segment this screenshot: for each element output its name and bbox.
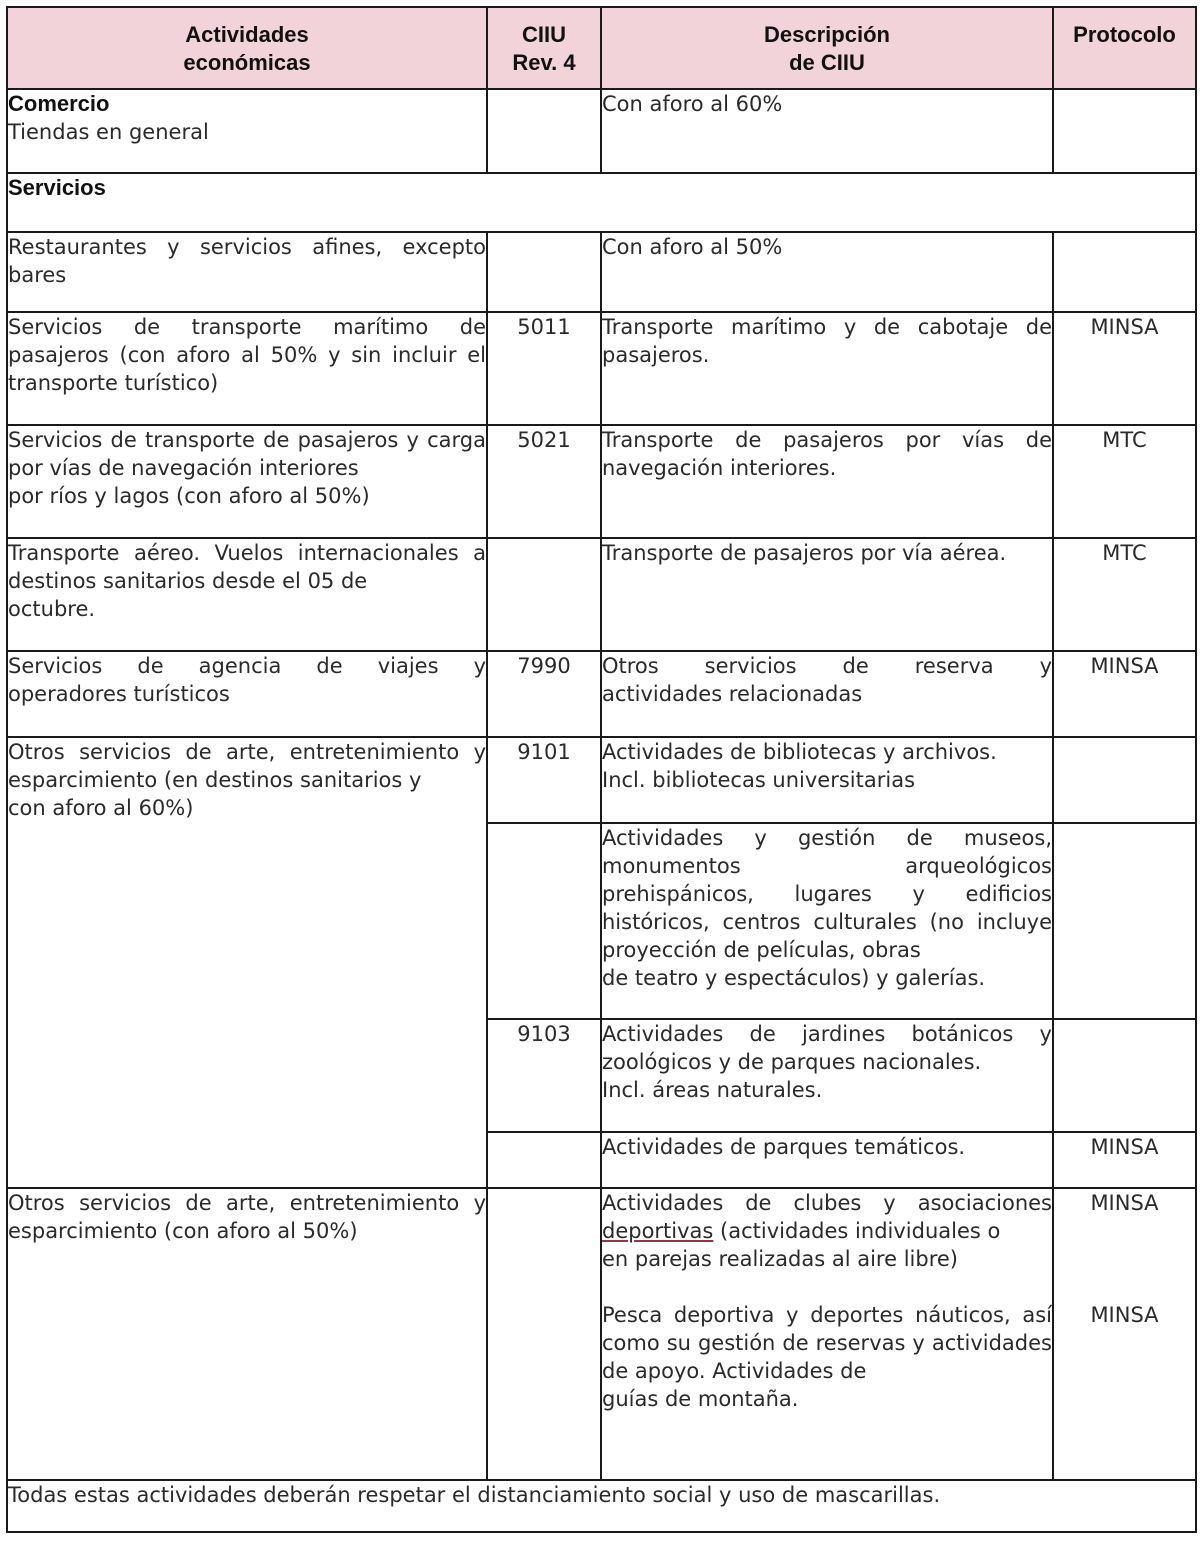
- table-row: [7, 651, 1196, 737]
- protocol-text-2: MINSA: [1090, 1303, 1159, 1327]
- ciiu-code: 7990: [517, 654, 571, 678]
- protocol-text: MTC: [1102, 428, 1147, 452]
- table-row: [7, 425, 1196, 538]
- cell-protocol: [1053, 823, 1196, 1019]
- cell-protocol: [1053, 1019, 1196, 1132]
- cell-ciiu: [487, 89, 601, 173]
- table-row: [7, 538, 1196, 651]
- cell-protocol: [1053, 232, 1196, 312]
- description-text: Transporte de pasajeros por vía aérea.: [602, 541, 1007, 565]
- cell-description: [601, 1188, 1053, 1480]
- activity-text: Servicios de transporte de pasajeros y carga por vías de navegación interiores: [8, 428, 486, 480]
- ciiu-code: 5011: [517, 315, 571, 339]
- header-protocol-label: Protocolo: [1073, 22, 1176, 47]
- cell-activity: [7, 89, 487, 173]
- cell-protocol: [1053, 1132, 1196, 1188]
- activity-text-end: esparcimiento (con aforo al 50%): [8, 1219, 358, 1243]
- cell-protocol: [1053, 1188, 1196, 1480]
- cell-description: [601, 538, 1053, 651]
- cell-ciiu: [487, 312, 601, 425]
- description-text: Actividades de jardines botánicos y zoológicos y de parques nacionales.: [602, 1022, 1052, 1074]
- cell-protocol: [1053, 425, 1196, 538]
- description-text: Actividades de clubes y asociaciones: [602, 1191, 1052, 1215]
- spacer: [602, 1273, 1052, 1301]
- activity-text-end: pasajeros (con aforo al 50% y sin incluir el transporte turístico): [8, 343, 486, 395]
- spacer: [1054, 1217, 1195, 1245]
- description-block-clubs: [602, 1189, 1052, 1245]
- cell-description: [601, 312, 1053, 425]
- header-ciiu-line1: CIIU: [522, 22, 566, 47]
- section-row-servicios: [7, 173, 1196, 232]
- description-text-end: actividades relacionadas: [602, 682, 863, 706]
- activity-text-end: operadores turísticos: [8, 682, 230, 706]
- cell-activity: [7, 538, 487, 651]
- activity-text: Otros servicios de arte, entretenimiento y esparcimiento (en destinos sanitarios y: [8, 740, 486, 792]
- description-text: Otros servicios de reserva y: [602, 654, 1052, 678]
- description-text: Transporte de pasajeros por vías de: [602, 428, 1052, 452]
- cell-protocol: [1053, 651, 1196, 737]
- header-row: [7, 7, 1196, 89]
- activity-text-end: octubre.: [8, 597, 96, 621]
- cell-description: [601, 737, 1053, 823]
- protocol-text: MINSA: [1090, 1135, 1159, 1159]
- table-row-comercio: [7, 89, 1196, 173]
- description-text: Actividades y gestión de museos, monumentos arqueológicos prehispánicos, lugares y edificios históricos, centros culturales (no incluye proyección de películas, obras: [602, 826, 1052, 962]
- description-text-pesca: Pesca deportiva y deportes náuticos, así como su gestión de reservas y actividades de apoyo. Actividades de: [602, 1303, 1052, 1383]
- cell-ciiu: [487, 823, 601, 1019]
- cell-activity: [7, 312, 487, 425]
- description-text-end: pasajeros.: [602, 343, 710, 367]
- cell-activity: [7, 651, 487, 737]
- cell-description: [601, 823, 1053, 1019]
- cell-ciiu: [487, 651, 601, 737]
- ciiu-code: 9103: [517, 1022, 571, 1046]
- spacer: [1054, 1273, 1195, 1301]
- table-row: [7, 737, 1196, 823]
- cell-protocol: [1053, 538, 1196, 651]
- header-activities-line2: económicas: [183, 50, 311, 75]
- cell-activity-art60: [7, 737, 487, 1188]
- description-text-pesca-end: guías de montaña.: [602, 1387, 799, 1411]
- header-description-line2: de CIIU: [789, 50, 865, 75]
- cell-ciiu: [487, 1019, 601, 1132]
- description-text: Actividades de parques temáticos.: [602, 1135, 966, 1159]
- protocol-text: MTC: [1102, 541, 1147, 565]
- activity-text: Servicios de agencia de viajes y: [8, 654, 486, 678]
- cell-ciiu: [487, 1188, 601, 1480]
- activities-table: [6, 6, 1197, 1533]
- activity-text-end: bares: [8, 263, 67, 287]
- description-text: Con aforo al 60%: [602, 92, 783, 116]
- description-text-end: de teatro y espectáculos) y galerías.: [602, 966, 986, 990]
- description-text: Actividades de bibliotecas y archivos.: [602, 740, 997, 764]
- table-row: [7, 1188, 1196, 1480]
- footer-note: Todas estas actividades deberán respetar el distanciamiento social y uso de mascarillas.: [8, 1483, 941, 1507]
- activity-text: Tiendas en general: [8, 120, 209, 144]
- header-ciiu: [487, 7, 601, 89]
- activity-text-end: con aforo al 60%): [8, 796, 194, 820]
- cell-activity: [7, 1188, 487, 1480]
- header-activities: [7, 7, 487, 89]
- description-text: Con aforo al 50%: [602, 235, 783, 259]
- footer-row: [7, 1480, 1196, 1532]
- cell-description: [601, 651, 1053, 737]
- cell-protocol: [1053, 737, 1196, 823]
- cell-ciiu: [487, 737, 601, 823]
- header-description-line1: Descripción: [764, 22, 890, 47]
- header-description: [601, 7, 1053, 89]
- table-row: [7, 312, 1196, 425]
- description-text-end: Incl. áreas naturales.: [602, 1078, 823, 1102]
- cell-activity: [7, 425, 487, 538]
- protocol-text: MINSA: [1090, 315, 1159, 339]
- table-row: [7, 232, 1196, 312]
- activity-text: Transporte aéreo. Vuelos internacionales a destinos sanitarios desde el 05 de: [8, 541, 486, 593]
- activity-text-end: por ríos y lagos (con aforo al 50%): [8, 484, 370, 508]
- section-title-servicios: Servicios: [8, 175, 106, 200]
- header-ciiu-line2: Rev. 4: [512, 50, 576, 75]
- cell-ciiu: [487, 425, 601, 538]
- section-title-comercio: Comercio: [8, 91, 110, 116]
- activity-text: Otros servicios de arte, entretenimiento y: [8, 1191, 486, 1215]
- spacer: [1054, 1245, 1195, 1273]
- cell-activity: [7, 232, 487, 312]
- cell-footer: [7, 1480, 1196, 1532]
- cell-description: [601, 1132, 1053, 1188]
- header-protocol: [1053, 7, 1196, 89]
- activity-text: Restaurantes y servicios afines, excepto: [8, 235, 486, 259]
- activity-text: Servicios de transporte marítimo de: [8, 315, 486, 339]
- cell-description: [601, 1019, 1053, 1132]
- cell-description: [601, 89, 1053, 173]
- protocol-text: MINSA: [1090, 654, 1159, 678]
- cell-ciiu: [487, 232, 601, 312]
- ciiu-code: 9101: [517, 740, 571, 764]
- header-activities-line1: Actividades: [185, 22, 309, 47]
- cell-description: [601, 232, 1053, 312]
- cell-description: [601, 425, 1053, 538]
- description-text-end: en parejas realizadas al aire libre): [602, 1247, 958, 1271]
- cell-ciiu: [487, 538, 601, 651]
- description-text-end: Incl. bibliotecas universitarias: [602, 768, 916, 792]
- description-text-cont: (actividades individuales o: [713, 1219, 1001, 1243]
- protocol-text: MINSA: [1090, 1191, 1159, 1215]
- cell-protocol: [1053, 89, 1196, 173]
- description-text-end: navegación interiores.: [602, 456, 837, 480]
- deportivas-underlined-text: deportivas: [602, 1219, 714, 1243]
- cell-ciiu: [487, 1132, 601, 1188]
- description-text: Transporte marítimo y de cabotaje de: [602, 315, 1052, 339]
- ciiu-code: 5021: [517, 428, 571, 452]
- cell-protocol: [1053, 312, 1196, 425]
- cell-section: [7, 173, 1196, 232]
